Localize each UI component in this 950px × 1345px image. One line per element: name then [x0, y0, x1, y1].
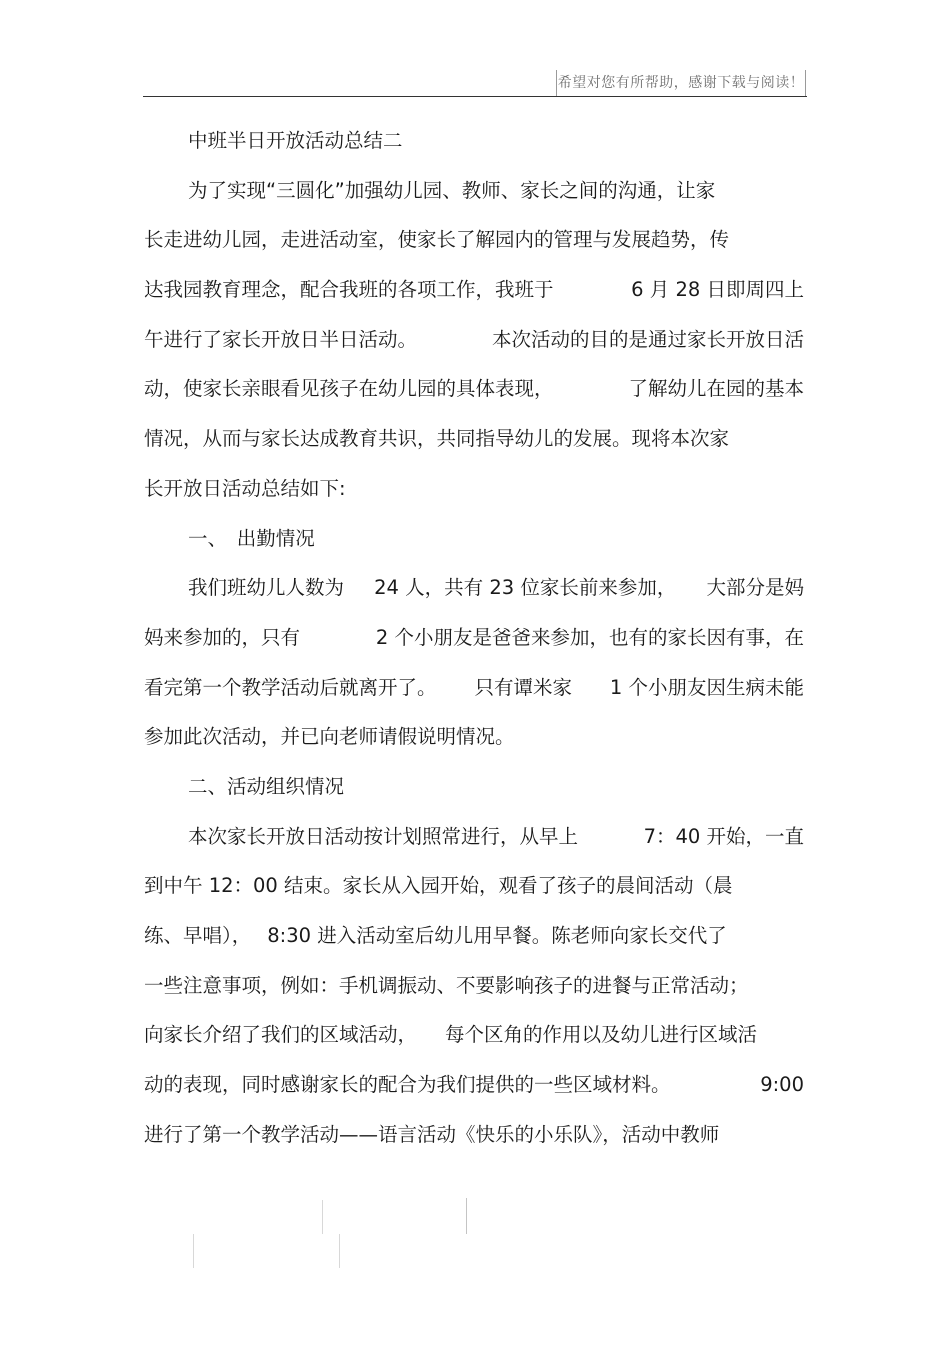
- line-text: 我们班幼儿人数为: [188, 576, 345, 600]
- line-text: 到中午 12：00 结束。家长从入园开始，观看了孩子的晨间活动（晨: [144, 874, 733, 898]
- header-tagline: 希望对您有所帮助，感谢下载与阅读！: [556, 70, 806, 96]
- document-line: [144, 712, 804, 762]
- line-text: 24 人，共有 23 位家长前来参加，: [374, 576, 677, 600]
- document-line: [144, 563, 804, 613]
- line-text: 看完第一个教学活动后就离开了。: [144, 675, 437, 699]
- line-text: 午进行了家长开放日半日活动。: [144, 327, 418, 351]
- line-text: 一些注意事项，例如：手机调振动、不要影响孩子的进餐与正常活动；: [144, 973, 749, 997]
- document-line: [144, 215, 804, 265]
- line-text: 长开放日活动总结如下:: [144, 476, 346, 500]
- scan-artifact-line: [466, 1198, 467, 1234]
- document-line: [144, 961, 804, 1011]
- line-text: 为了实现“三圆化”加强幼儿园、教师、家长之间的沟通，让家: [188, 178, 716, 202]
- scan-artifact-line: [193, 1234, 194, 1268]
- document-line: [144, 663, 804, 713]
- document-line: [144, 514, 804, 564]
- line-text: 9:00: [760, 1073, 804, 1097]
- document-line: [144, 464, 804, 514]
- line-text: 每个区角的作用以及幼儿进行区域活: [445, 1023, 758, 1047]
- line-text: 参加此次活动，并已向老师请假说明情况。: [144, 725, 515, 749]
- document-line: [144, 414, 804, 464]
- document-line: [144, 364, 804, 414]
- line-text: 了解幼儿在园的基本: [628, 377, 804, 401]
- document-line: [144, 166, 804, 216]
- document-body: [144, 116, 804, 1159]
- document-line: [144, 116, 804, 166]
- line-text: 情况，从而与家长达成教育共识，共同指导幼儿的发展。现将本次家: [144, 427, 730, 451]
- line-text: 大部分是妈: [706, 576, 804, 600]
- line-text: 一、 出勤情况: [188, 526, 315, 550]
- document-line: [144, 315, 804, 365]
- line-text: 二、活动组织情况: [188, 774, 345, 798]
- document-line: [144, 613, 804, 663]
- line-text: 本次家长开放日活动按计划照常进行，从早上: [188, 824, 579, 848]
- line-text: 进行了第一个教学活动——语言活动《快乐的小乐队》，活动中教师: [144, 1122, 720, 1146]
- document-line: [144, 861, 804, 911]
- line-text: 中班半日开放活动总结二: [188, 129, 403, 152]
- line-text: 8:30 进入活动室后幼儿用早餐。陈老师向家长交代了: [267, 924, 727, 947]
- document-line: [144, 1010, 804, 1060]
- line-text: 1 个小朋友因生病未能: [609, 675, 804, 699]
- document-line: [144, 762, 804, 812]
- line-text: 达我园教育理念，配合我班的各项工作，我班于: [144, 278, 554, 302]
- line-text: 2 个小朋友是爸爸来参加，也有的家长因有事，在: [375, 625, 804, 649]
- document-line: [144, 265, 804, 315]
- line-text: 动，使家长亲眼看见孩子在幼儿园的具体表现，: [144, 377, 554, 401]
- document-line: [144, 1110, 804, 1160]
- header-divider: [143, 96, 807, 97]
- line-text: 动的表现，同时感谢家长的配合为我们提供的一些区域材料。: [144, 1073, 671, 1097]
- line-text: 练、早唱），: [144, 924, 252, 947]
- document-line: [144, 1060, 804, 1110]
- line-text: 长走进幼儿园，走进活动室，使家长了解园内的管理与发展趋势，传: [144, 228, 730, 252]
- line-text: 只有谭米家: [474, 675, 572, 699]
- scan-artifact-line: [322, 1200, 323, 1234]
- scan-artifact-line: [339, 1234, 340, 1268]
- line-text: 妈来参加的，只有: [144, 625, 301, 649]
- line-text: 本次活动的目的是通过家长开放日活: [491, 327, 804, 351]
- line-text: 向家长介绍了我们的区域活动，: [144, 1023, 418, 1047]
- document-line: [144, 812, 804, 862]
- line-text: 7：40 开始，一直: [643, 824, 804, 848]
- line-text: 6 月 28 日即周四上: [631, 278, 804, 302]
- document-line: [144, 911, 804, 961]
